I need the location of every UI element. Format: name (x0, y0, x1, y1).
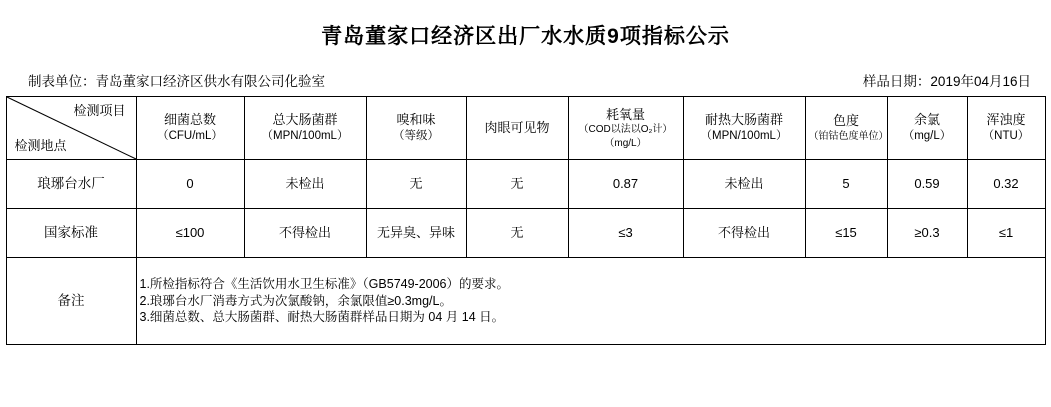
header-corner-top-right: 检测项目 (73, 103, 126, 118)
cell-value: ≤100 (136, 209, 244, 258)
column-header-unit: （CFU/mL） (157, 130, 223, 143)
cell-value: 不得检出 (683, 209, 805, 258)
cell-value: 未检出 (244, 160, 366, 209)
column-header-unit: （铂钴色度单位） (808, 131, 889, 143)
column-header-unit: （MPN/100mL） (261, 130, 349, 143)
sample-date-label: 样品日期：2019年04月16日 (862, 74, 1031, 89)
column-header-name: 肉眼可见物 (484, 120, 550, 136)
column-header-residual-chlorine (887, 97, 967, 160)
column-header-name: 总大肠菌群 (272, 112, 338, 128)
note-line: 3.细菌总数、总大肠菌群、耐热大肠菌群样品日期为 04 月 14 日。 (139, 310, 505, 325)
notes-body (136, 258, 1045, 345)
header-corner-cell (6, 97, 136, 160)
column-header-total-coliform (244, 97, 366, 160)
cell-value: 不得检出 (244, 209, 366, 258)
column-header-turbidity (967, 97, 1045, 160)
cell-value: 无 (466, 160, 568, 209)
column-header-name: 嗅和味 (396, 112, 436, 128)
meta-row (0, 52, 1051, 96)
cell-value: 无异臭、异味 (366, 209, 466, 258)
column-header-name: 色度 (832, 113, 859, 129)
note-line: 1.所检指标符合《生活饮用水卫生标准》（GB5749-2006）的要求。 (139, 276, 510, 291)
note-line: 2.琅琊台水厂消毒方式为次氯酸钠，余氯限值≥0.3mg/L。 (139, 293, 452, 308)
water-quality-table (6, 96, 1046, 345)
column-header-visible-matter (466, 97, 568, 160)
cell-value: 0.59 (887, 160, 967, 209)
column-header-chromaticity (805, 97, 887, 160)
cell-value: ≤1 (967, 209, 1045, 258)
cell-value: 0.32 (967, 160, 1045, 209)
column-header-unit: （NTU） (982, 130, 1030, 143)
cell-value: 无 (366, 160, 466, 209)
header-corner-bottom-left: 检测地点 (14, 138, 67, 154)
cell-value: 5 (805, 160, 887, 209)
table-row (6, 209, 1045, 258)
column-header-name: 耐热大肠菌群 (704, 112, 783, 128)
notes-row (6, 258, 1045, 345)
cell-value: 0 (136, 160, 244, 209)
table-header-row (6, 97, 1045, 160)
cell-value: ≤3 (568, 209, 683, 258)
cell-value: ≤15 (805, 209, 887, 258)
cell-value: 无 (466, 209, 568, 258)
column-header-name: 浑浊度 (986, 112, 1026, 128)
table-row (6, 160, 1045, 209)
notes-label: 备注 (6, 258, 136, 345)
row-label-plant: 琅琊台水厂 (6, 160, 136, 209)
column-header-thermotolerant-coliform (683, 97, 805, 160)
row-label-national-standard: 国家标准 (6, 209, 136, 258)
column-header-odor-taste (366, 97, 466, 160)
column-header-unit: （mg/L） (902, 130, 952, 143)
column-header-name: 细菌总数 (163, 112, 216, 128)
column-header-cod (568, 97, 683, 160)
column-header-unit: （MPN/100mL） (700, 130, 788, 143)
maker-label: 制表单位：青岛董家口经济区供水有限公司化验室 (28, 74, 325, 89)
column-header-name: 余氯 (913, 112, 940, 128)
cell-value: ≥0.3 (887, 209, 967, 258)
cell-value: 0.87 (568, 160, 683, 209)
column-header-name: 耗氧量 (605, 106, 645, 122)
column-header-unit: （等级） (393, 130, 439, 143)
column-header-bacteria-count (136, 97, 244, 160)
column-header-unit: （COD以法以O₂计）（mg/L） (578, 124, 673, 149)
page-title: 青岛董家口经济区出厂水水质9项指标公示 (321, 25, 730, 48)
cell-value: 未检出 (683, 160, 805, 209)
